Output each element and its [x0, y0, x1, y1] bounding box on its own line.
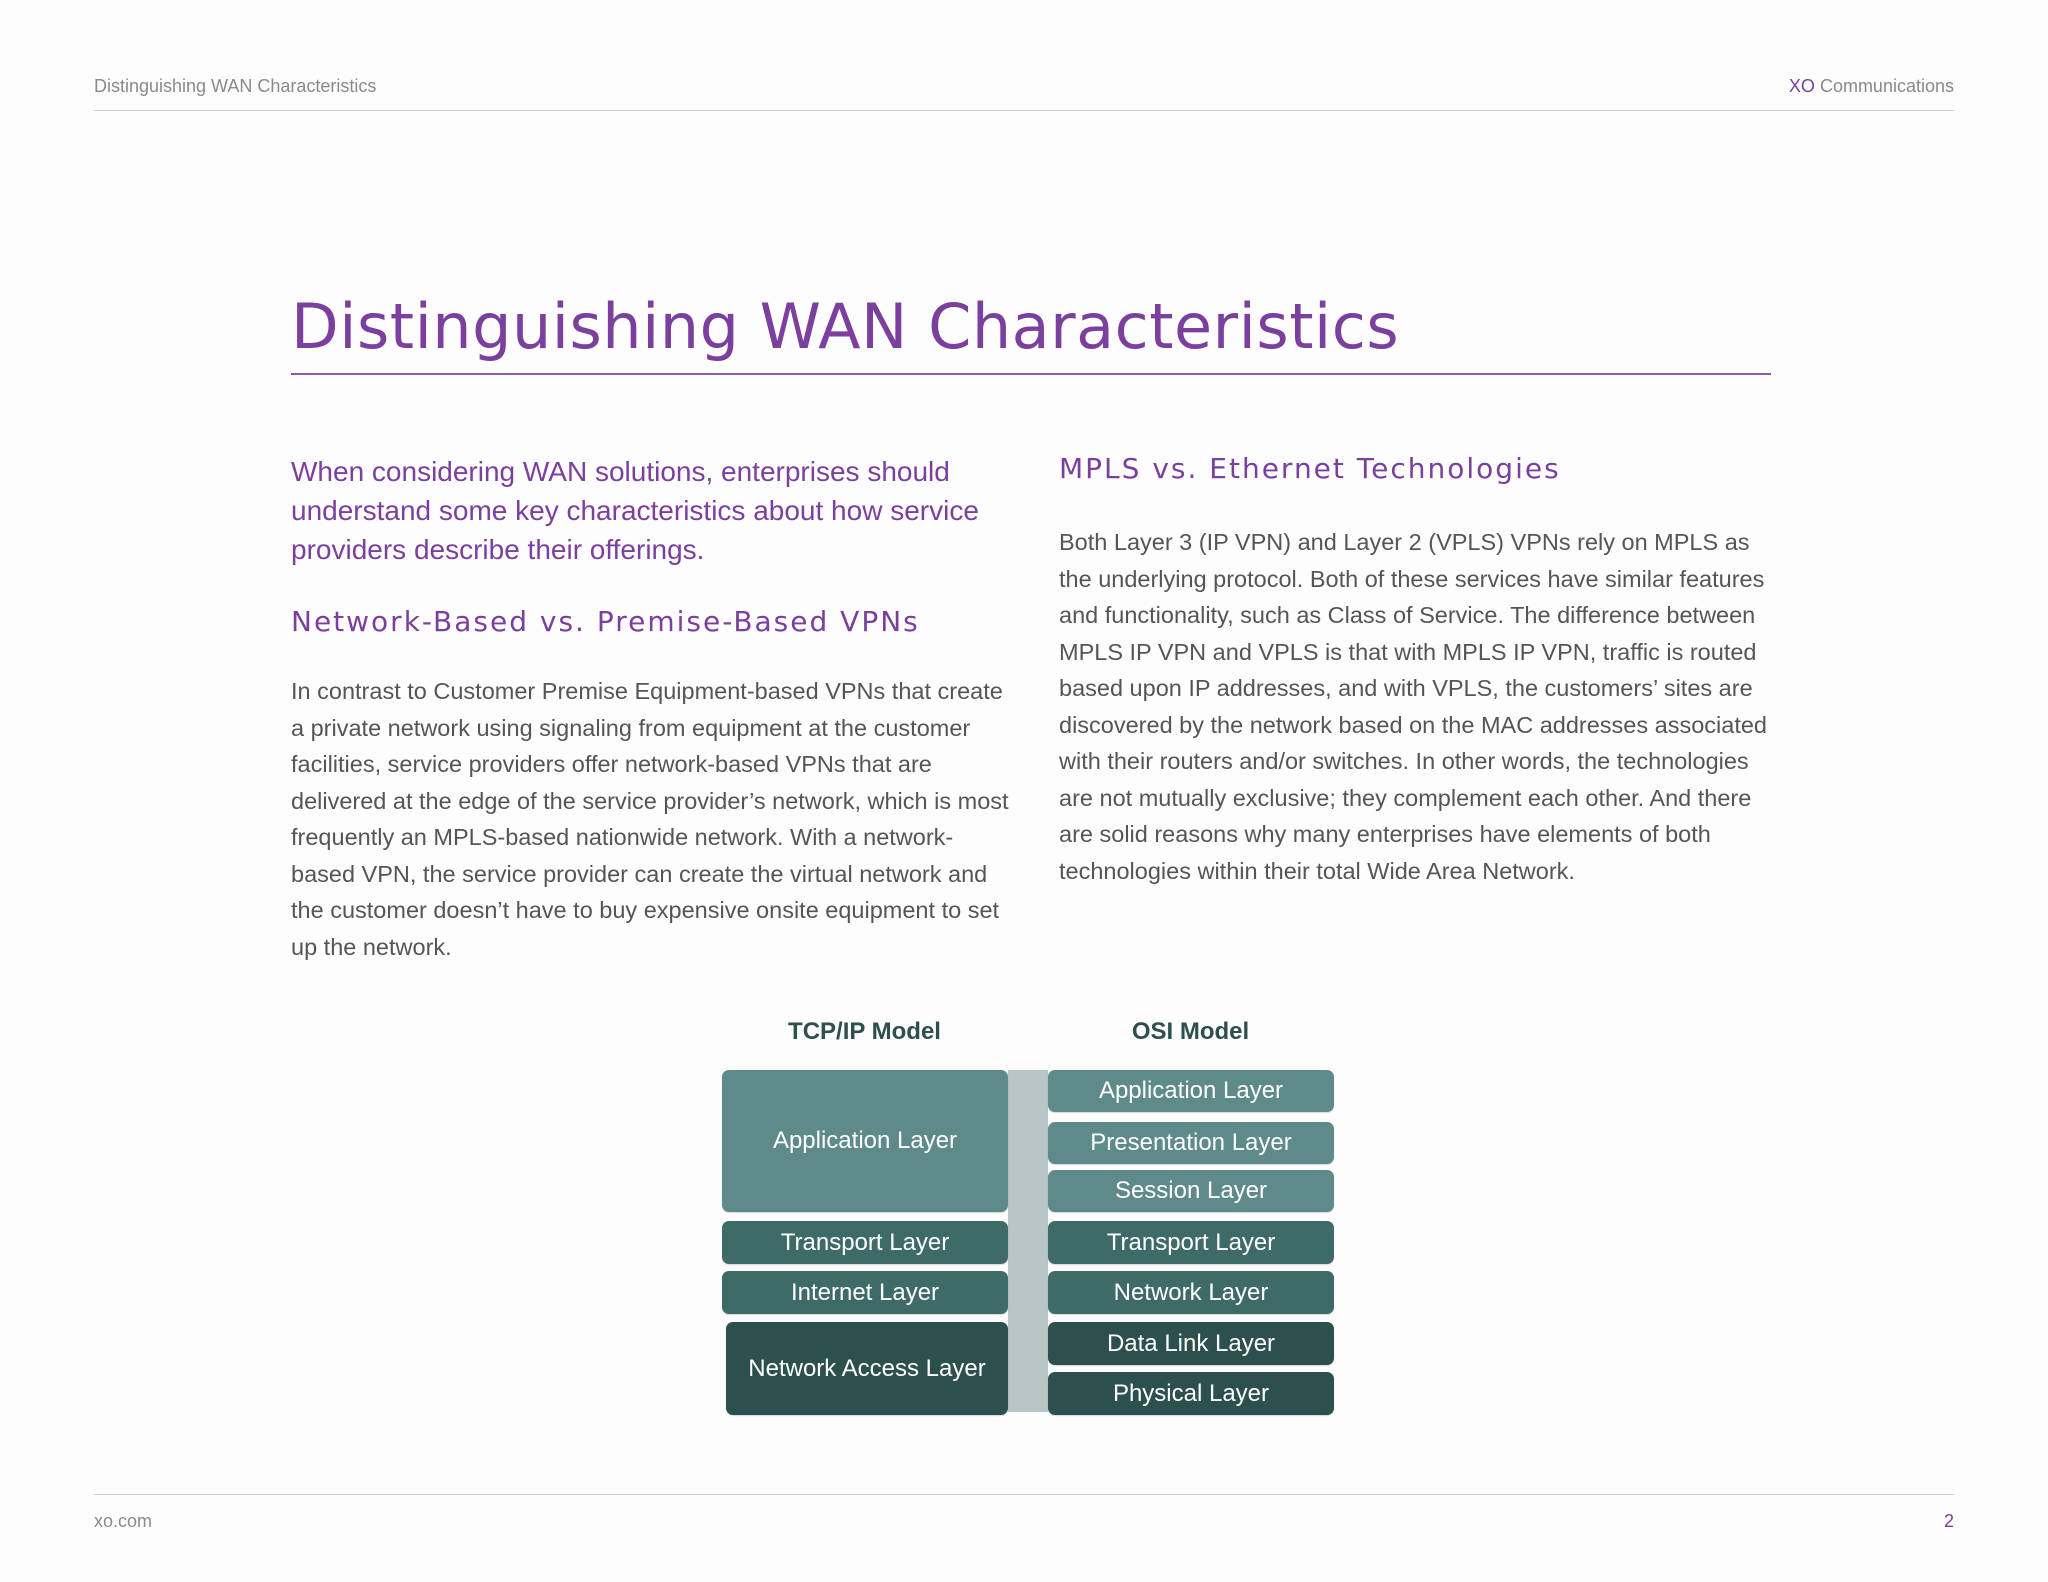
brand-xo-mark: XO [1788, 76, 1815, 96]
body-network-vpn: In contrast to Customer Premise Equipment-based VPNs that create a private network using signaling from equipment at the customer facilities, service providers offer network-based VPNs that are delivered at the edge of the service provider’s network, which is most frequently an MPLS-based nationwide network. With a network-based VPN, the service provider can create the virtual network and the customer doesn’t have to buy expensive onsite equipment to set up the network. [291, 678, 1009, 960]
title-divider [291, 373, 1771, 375]
osi-data-link-layer: Data Link Layer [1048, 1322, 1334, 1365]
brand-name: Communications [1814, 76, 1954, 96]
subhead-mpls-ethernet: MPLS vs. Ethernet Technologies [1059, 452, 1561, 485]
osi-application-layer: Application Layer [1048, 1070, 1334, 1112]
diagram-connector-band [1008, 1070, 1048, 1412]
right-column [1059, 452, 1779, 889]
footer-site-link[interactable]: xo.com [94, 1511, 153, 1531]
running-footer [94, 1494, 1954, 1531]
osi-physical-layer: Physical Layer [1048, 1372, 1334, 1415]
header-document-title: Distinguishing WAN Characteristics [94, 76, 377, 96]
tcp-internet-layer: Internet Layer [722, 1271, 1008, 1314]
left-column [291, 452, 1011, 965]
tcp-osi-diagram [718, 1010, 1338, 1410]
subhead-network-vpn: Network-Based vs. Premise-Based VPNs [291, 605, 920, 638]
osi-transport-layer: Transport Layer [1048, 1221, 1334, 1264]
osi-model-heading: OSI Model [1131, 1018, 1250, 1045]
tcp-model-heading: TCP/IP Model [788, 1018, 941, 1045]
tcp-network-access-layer: Network Access Layer [726, 1322, 1008, 1415]
page-title: Distinguishing WAN Characteristics [291, 290, 1400, 363]
tcp-transport-layer: Transport Layer [722, 1221, 1008, 1264]
header-brand [1789, 76, 1954, 97]
tcp-application-layer: Application Layer [722, 1070, 1008, 1212]
body-mpls-ethernet: Both Layer 3 (IP VPN) and Layer 2 (VPLS) VPNs rely on MPLS as the underlying protocol. Both of these services have similar features and functionality, such as Class of Service. The difference between MPLS IP VPN and VPLS is that with MPLS IP VPN, traffic is routed based upon IP addresses, and with VPLS, the customers’ sites are discovered by the network based on the MAC addresses associated with their routers and/or switches. In other words, the technologies are not mutually exclusive; they complement each other. And there are solid reasons why many enterprises have elements of both technologies within their total Wide Area Network. [1059, 529, 1768, 884]
osi-network-layer: Network Layer [1048, 1271, 1334, 1314]
osi-presentation-layer: Presentation Layer [1048, 1122, 1334, 1164]
running-header [94, 74, 1954, 111]
osi-session-layer: Session Layer [1048, 1170, 1334, 1212]
intro-paragraph: When considering WAN solutions, enterprises should understand some key characteristics about how service providers describe their offerings. [291, 456, 979, 565]
footer-page-number: 2 [1943, 1511, 1954, 1531]
